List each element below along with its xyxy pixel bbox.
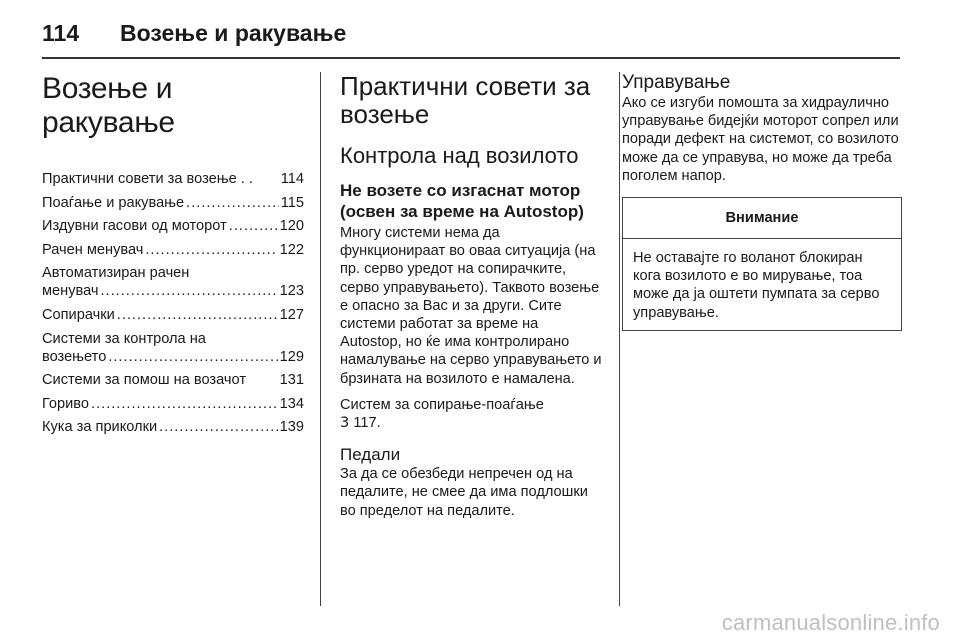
toc-entry[interactable]: [42, 194, 304, 212]
subsection-heading: Контрола над возилото: [340, 143, 579, 168]
steering-column: [622, 72, 902, 331]
toc-page-number: 115: [280, 194, 304, 211]
toc-leader-dots: [101, 282, 278, 300]
toc-leader-dots: [229, 217, 278, 235]
toc-leader-dots: [108, 348, 277, 366]
engine-off-paragraph: Многу системи нема да функционираат во оваа ситуација (на пр. серво уредот на сопирачките, серво управувањето). Таквото возење е опасно за Вас и за други. Сите системи работат за време на Autostop, но ќе има контролирано намалување на серво управувањето и брзината на возилото е намалена.: [340, 225, 602, 387]
toc-entry-title: Практични совети за возење . .: [42, 171, 253, 187]
toc-entry-title: Поаѓање и ракување: [42, 194, 185, 211]
page-number: 114: [42, 20, 80, 46]
steering-paragraph: Ако се изгуби помошта за хидраулично управување бидејќи моторот сопрел или поради дефект на системот, со возилото може да се управува, но може да треба поголем напор.: [622, 95, 899, 184]
toc-entry[interactable]: [42, 371, 304, 389]
toc-entry-title: Рачен менувач: [42, 241, 144, 258]
toc-entry[interactable]: [42, 241, 304, 259]
pedals-paragraph: За да се обезбеди непречен од на педалите, не смее да има подлошки во пределот на педалите.: [340, 466, 588, 519]
driving-tips-column: [340, 72, 602, 528]
toc-entry-title: Системи за помош на возачот: [42, 372, 246, 389]
reference-page[interactable]: 117.: [353, 415, 381, 432]
toc-entry-title: Автоматизиран рачен: [42, 265, 190, 282]
toc-entry[interactable]: [42, 170, 304, 188]
warning-notice: [622, 197, 902, 331]
warning-body: Не оставајте го воланот блокиран кога возилото е во мирување, тоа може да ја оштети пумпата за серво управување.: [633, 250, 880, 321]
toc-entry[interactable]: [42, 217, 304, 235]
toc-entry-title: Сопирачки: [42, 306, 115, 323]
toc-page-number: 129: [279, 348, 304, 365]
toc-page-number: 120: [279, 218, 304, 235]
toc-page-number: 114: [280, 171, 304, 187]
steering-heading: Управување: [622, 72, 731, 93]
toc-page-number: 134: [279, 395, 304, 412]
chapter-title: Возење и ракување: [42, 72, 175, 139]
toc-entry[interactable]: [42, 264, 304, 300]
column-divider-2: [619, 72, 620, 606]
topic-heading: Не возете со изгаснат мотор (освен за време на Autostop): [340, 181, 584, 221]
reference-label: Систем за сопирање-поаѓање: [340, 396, 544, 413]
toc-entry-title-cont: возењето: [42, 348, 107, 365]
column-divider-1: [320, 72, 321, 606]
warning-title: Внимание: [623, 198, 901, 239]
page-header: [42, 14, 902, 54]
toc-leader-dots: [159, 418, 278, 436]
toc-entry[interactable]: [42, 330, 304, 366]
toc-column: [42, 72, 304, 442]
toc-entry[interactable]: [42, 418, 304, 436]
toc-entry-title: Издувни гасови од моторот: [42, 218, 227, 235]
toc-entry[interactable]: [42, 395, 304, 413]
pedals-heading: Педали: [340, 445, 401, 465]
toc-page-number: 139: [279, 419, 304, 436]
section-heading: Практични совети за возење: [340, 71, 591, 129]
toc-leader-dots: [91, 395, 278, 413]
toc-page-number: 127: [279, 306, 304, 323]
toc-page-number: 131: [279, 372, 304, 389]
toc-entry-title: Гориво: [42, 395, 90, 412]
toc-entry-title-cont: менувач: [42, 283, 99, 300]
header-rule: [42, 57, 900, 59]
running-title: Возење и ракување: [120, 20, 347, 46]
toc-leader-dots: [117, 306, 278, 324]
table-of-contents: [42, 170, 304, 436]
toc-entry-title: Системи за контрола на: [42, 330, 206, 347]
watermark: carmanualsonline.info: [721, 610, 940, 635]
toc-leader-dots: [186, 194, 279, 212]
stop-start-reference: [340, 396, 602, 432]
toc-entry[interactable]: [42, 306, 304, 324]
toc-leader-dots: [145, 241, 277, 259]
arrow-reference-icon: 3: [340, 414, 350, 432]
toc-page-number: 122: [279, 241, 304, 258]
toc-entry-title: Кука за приколки: [42, 419, 158, 436]
toc-page-number: 123: [279, 283, 304, 300]
